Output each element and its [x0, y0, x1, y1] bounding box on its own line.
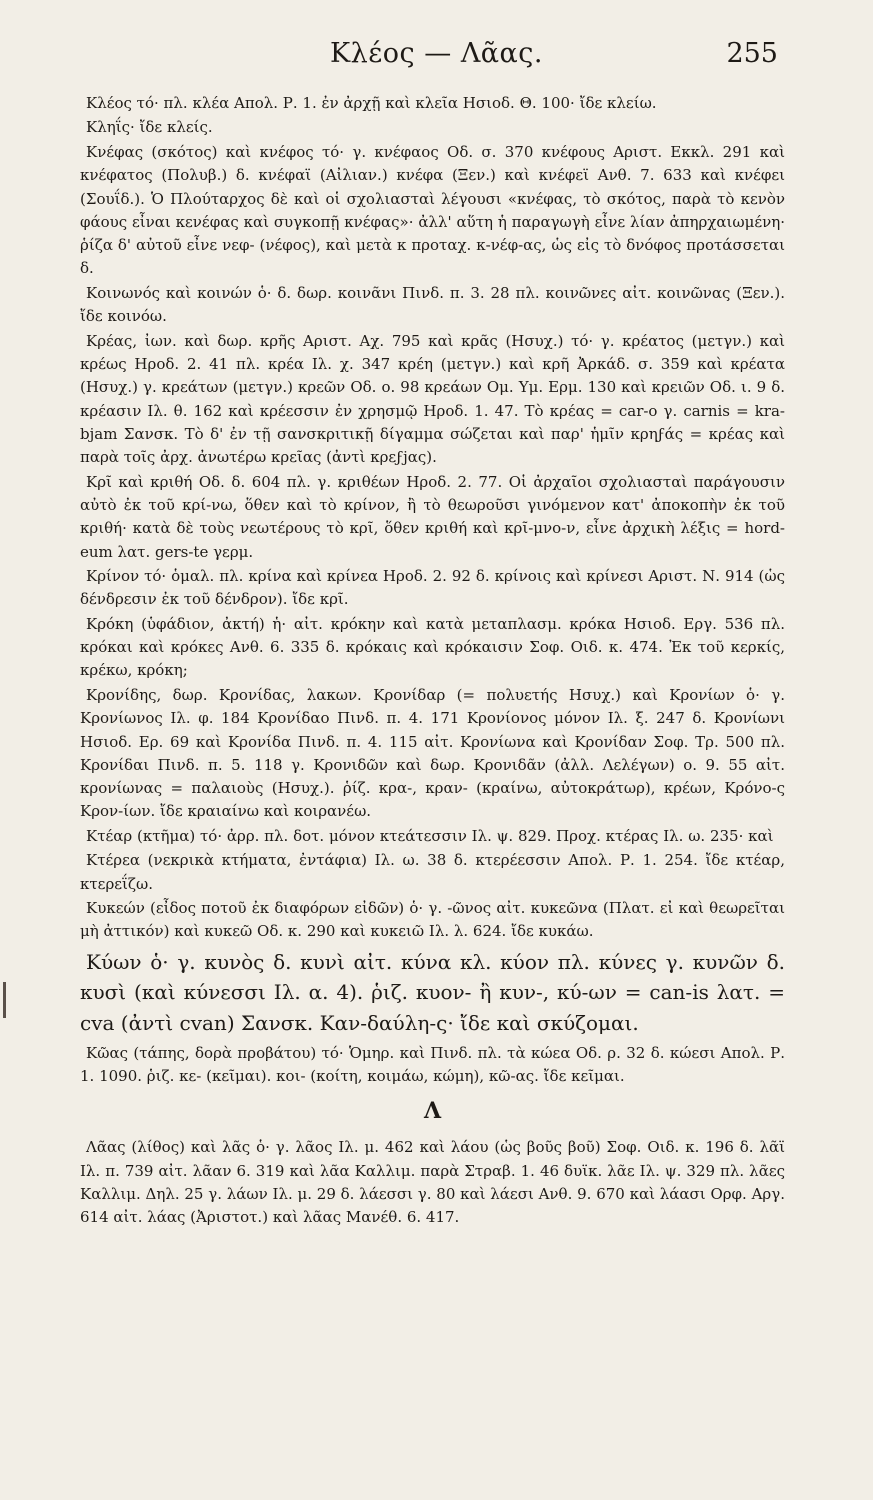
- section-letter-lambda: Λ: [423, 1098, 442, 1125]
- entry-kronides: Κρονίδης, δωρ. Κρονίδας, λακων. Κρονίδαρ (= πολυετής Ησυχ.) καὶ Κρονίων ὁ· γ. Κρονίωνος Ιλ. φ. 184 Κρονίδαο Πινδ. π. 4. 171 Κρονίονος μόνον Ιλ. ξ. 247 δ. Κρονίωνι Ησιοδ. Ερ. 69 καὶ Κρονίδα Πινδ. π. 4. 115 αἰτ. Κρονίωνα καὶ Κρονίδαν Σοφ. Τρ. 500 πλ. Κρονίδαι Πινδ. π. 5. 118 γ. Κρονιδῶν καὶ δωρ. Κρονιδᾶν (ἀλλ. Λελέγων) ο. 9. 55 αἰτ. κρονίωνας = παλαιοὺς (Ησυχ.). ῥίζ. κρα-, κραν- (κραίνω, αὐτοκράτωρ), κρέων, Κρόνο-ς Κρον-ίων. ἴδε κραιαίνω καὶ κοιρανέω.: [80, 685, 785, 821]
- entry-kterea: Κτέρεα (νεκρικὰ κτήματα, ἐντάφια) Ιλ. ω. 38 δ. κτερέεσσιν Απολ. Ρ. 1. 254. ἴδε κτέαρ, κτερεΐζω.: [80, 851, 785, 893]
- entry-ktear: Κτέαρ (κτῆμα) τό· ἀρρ. πλ. δοτ. μόνον κτεάτεσσιν Ιλ. ψ. 829. Προχ. κτέρας Ιλ. ω. 235· καὶ: [86, 826, 774, 845]
- page-number: 255: [726, 38, 778, 69]
- running-title: Κλέος — Λᾶας.: [330, 38, 543, 69]
- entry-laas: Λᾶας (λίθος) καὶ λᾶς ὁ· γ. λᾶος Ιλ. μ. 462 καὶ λάου (ὡς βοῦς βοῦ) Σοφ. Οιδ. κ. 196 δ. λᾶϊ Ιλ. π. 739 αἰτ. λᾶαν 6. 319 καὶ λᾶα Καλλιμ. παρὰ Στραβ. 1. 46 δυϊκ. λᾶε Ιλ. ψ. 329 πλ. λᾶες Καλλιμ. Δηλ. 25 γ. λάων Ιλ. μ. 29 δ. λάεσσι γ. 80 καὶ λάεσι Ανθ. 9. 670 καὶ λάασι Ορφ. Αργ. 614 αἰτ. λάας (Ἀριστοτ.) καὶ λᾶας Μανέθ. 6. 417.: [80, 1138, 785, 1227]
- entry-kleis: Κληΐς· ἴδε κλείς.: [86, 118, 213, 137]
- entry-kroke: Κρόκη (ὑφάδιον, ἀκτή) ἡ· αἰτ. κρόκην καὶ κατὰ μεταπλασμ. κρόκα Ησιοδ. Εργ. 536 πλ. κρόκαι καὶ κρόκες Ανθ. 6. 335 δ. κρόκαις καὶ κρόκαισιν Σοφ. Οιδ. κ. 474. Ἐκ τοῦ κερκίς, κρέκω, κρόκη;: [80, 614, 785, 680]
- entry-koas: Κῶας (τάπης, δορὰ προβάτου) τό· Ὁμηρ. καὶ Πινδ. πλ. τὰ κώεα Οδ. ρ. 32 δ. κώεσι Απολ. Ρ. 1. 1090. ῥιζ. κε- (κεῖμαι). κοι- (κοίτη, κοιμάω, κώμη), κῶ-ας. ἴδε κεῖμαι.: [80, 1043, 785, 1086]
- entry-knephas: Κνέφας (σκότος) καὶ κνέφος τό· γ. κνέφαος Οδ. σ. 370 κνέφους Αριστ. Εκκλ. 291 καὶ κνέφατος (Πολυβ.) δ. κνέφαϊ (Αἰλιαν.) κνέφα (Ξεν.) καὶ κνέφεϊ Ανθ. 7. 633 καὶ κνέφει (Σουΐδ.). Ὁ Πλούταρχος δὲ καὶ οἱ σχολιασταὶ λέγουσι «κνέφας, τὸ σκότος, παρὰ τὸ κενὸν φάους εἶναι κενέφας καὶ συγκοπῇ κνέφας»· ἀλλ' αὕτη ἡ παραγωγὴ εἶνε λίαν ἀπηρχαιωμένη· ῥίζα δ' αὐτοῦ εἶνε νεφ- (νέφος), καὶ μετὰ κ προταχ. κ-νέφ-ας, ὡς εἰς τὸ δνόφος προτάσσεται δ.: [80, 142, 785, 278]
- entries-column: [80, 92, 785, 1231]
- entry-krinon: Κρίνον τό· ὁμαλ. πλ. κρίνα καὶ κρίνεα Ηροδ. 2. 92 δ. κρίνοις καὶ κρίνεσι Αριστ. Ν. 914 (ὡς δένδρεσιν ἐκ τοῦ δένδρον). ἴδε κρῖ.: [80, 567, 785, 609]
- entry-kykeon: Κυκεών (εἶδος ποτοῦ ἐκ διαφόρων εἰδῶν) ὁ· γ. -ῶνος αἰτ. κυκεῶνα (Πλατ. εἰ καὶ θεωρεῖται μὴ ἀττικόν) καὶ κυκεῶ Οδ. κ. 290 καὶ κυκειῶ Ιλ. λ. 624. ἴδε κυκάω.: [80, 899, 785, 941]
- entry-kri: Κρῖ καὶ κριθή Οδ. δ. 604 πλ. γ. κριθέων Ηροδ. 2. 77. Οἱ ἀρχαῖοι σχολιασταὶ παράγουσιν αὐτὸ ἐκ τοῦ κρί-νω, ὅθεν καὶ τὸ κρίνον, ἢ τὸ θεωροῦσι γινόμενον κατ' ἀποκοπὴν ἐκ τοῦ κριθή· κατὰ δὲ τοὺς νεωτέρους τὸ κρῖ, ὅθεν κριθή καὶ κρῖ-μνο-ν, εἶνε ἀρχικὴ λέξις = hord-eum λατ. gers-te γερμ.: [80, 472, 785, 561]
- entry-kreas: Κρέας, ἰων. καὶ δωρ. κρῆς Αριστ. Αχ. 795 καὶ κρᾶς (Ησυχ.) τό· γ. κρέατος (μετγν.) καὶ κρέως Ηροδ. 2. 41 πλ. κρέα Ιλ. χ. 347 κρέη (μετγν.) καὶ κρῆ Ἀρκάδ. σ. 359 καὶ κρέατα (Ησυχ.) γ. κρεάτων (μετγν.) κρεῶν Οδ. ο. 98 κρεάων Ομ. Υμ. Ερμ. 130 καὶ κρειῶν Οδ. ι. 9 δ. κρέασιν Ιλ. θ. 162 καὶ κρέεσσιν ἐν χρησμῷ Ηροδ. 1. 47. Τὸ κρέας = car-o γ. carnis = kra-bjam Σανσκ. Τὸ δ' ἐν τῇ σανσκριτικῇ δίγαμμα σώζεται καὶ παρ' ἡμῖν κρηϝάς = κρέας καὶ παρὰ τοῖς ἀρχ. ἀνωτέρω κρεῖας (ἀντὶ κρεϝjας).: [80, 331, 785, 467]
- page-edge-mark: [3, 982, 6, 1018]
- page-header: [0, 36, 873, 72]
- entry-koinonos: Κοινωνός καὶ κοινών ὁ· δ. δωρ. κοινᾶνι Πινδ. π. 3. 28 πλ. κοινῶνες αἰτ. κοινῶνας (Ξεν.). ἴδε κοινόω.: [80, 283, 785, 326]
- entry-kleos: Κλέος τό· πλ. κλέα Απολ. Ρ. 1. ἐν ἀρχῇ καὶ κλεῖα Ησιοδ. Θ. 100· ἴδε κλείω.: [86, 94, 657, 112]
- entry-kyon: Κύων ὁ· γ. κυνὸς δ. κυνὶ αἰτ. κύνα κλ. κύον πλ. κύνες γ. κυνῶν δ. κυσὶ (καὶ κύνεσσι Ιλ. α. 4). ῥιζ. κυον- ἢ κυν-, κύ-ων = can-is λατ. = cva (ἀντὶ cvan) Σανσκ. Καν-δαύλη-ς· ἴδε καὶ σκύζομαι.: [80, 949, 785, 1036]
